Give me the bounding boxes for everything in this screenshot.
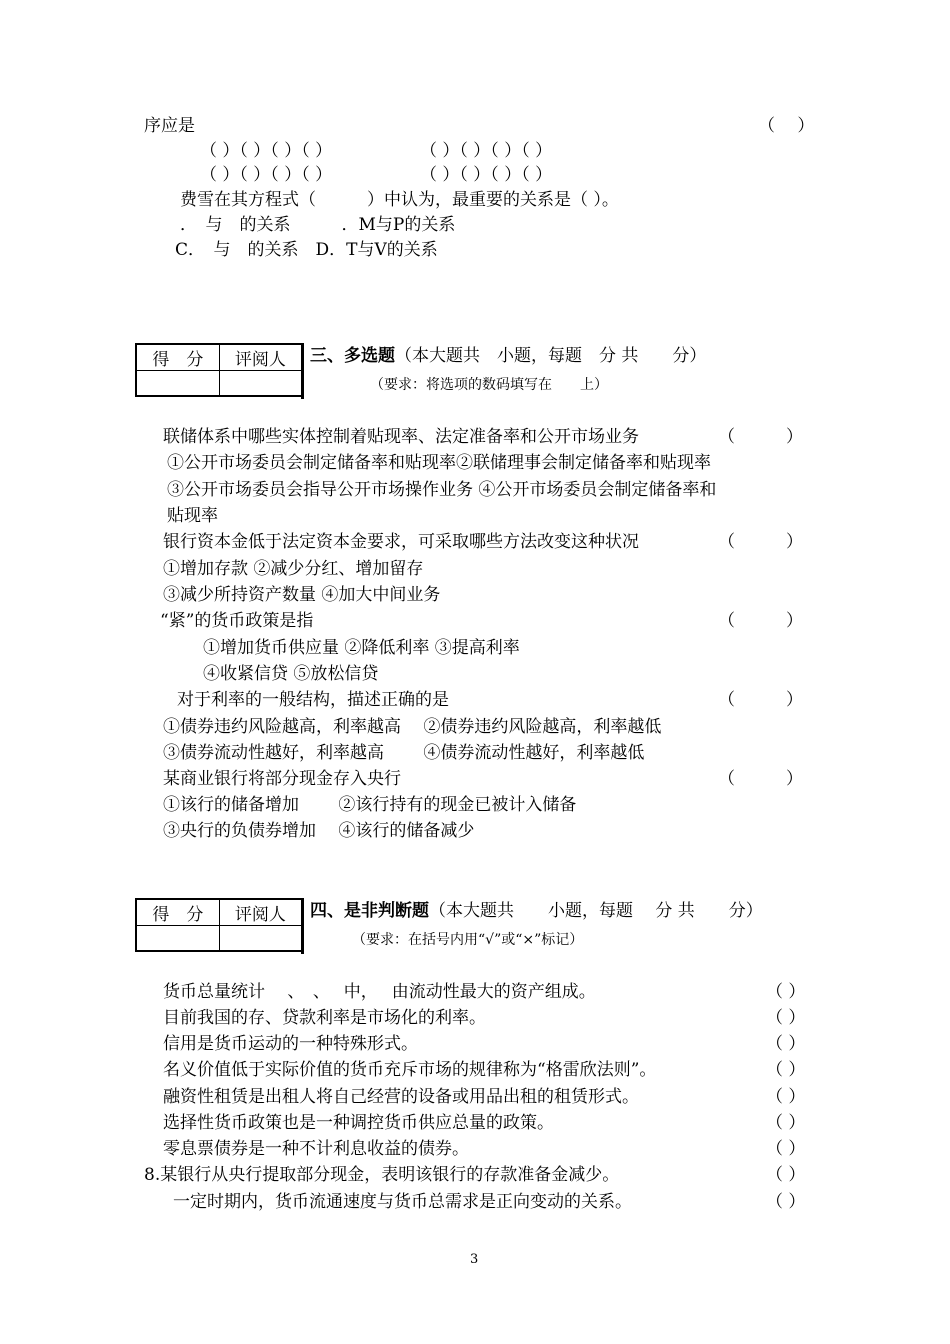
table-bar (301, 343, 304, 399)
score-header: 得 分 (136, 899, 219, 926)
section3-line: （ ） (718, 611, 803, 631)
section3-title: 三、多选题 (310, 346, 395, 366)
section4-title: 四、是非判断题 (310, 901, 429, 921)
section4-heading (310, 901, 763, 921)
answer-bracket[interactable]: （ ） (766, 1060, 806, 1080)
score-cell[interactable] (136, 371, 219, 397)
section4-line: 零息票债券是一种不计利息收益的债券。 (163, 1139, 469, 1159)
answer-bracket[interactable]: （ ） (766, 1192, 806, 1212)
section3-line: （ ） (718, 769, 803, 789)
section3-title-rest: （本大题共 小题，每题 分 共 分） (395, 346, 707, 366)
top-line: 费雪在其方程式（ ）中认为，最重要的关系是（ ）。 (180, 190, 619, 210)
section3-line: （ ） (718, 532, 803, 552)
score-cell[interactable] (136, 926, 219, 952)
section4-line: 名义价值低于实际价值的货币充斥市场的规律称为“格雷欣法则”。 (163, 1060, 657, 1080)
section3-line: 对于利率的一般结构，描述正确的是 (177, 690, 449, 710)
top-line: （ ） (758, 116, 815, 136)
section4-line: 信用是货币运动的一种特殊形式。 (163, 1034, 418, 1054)
section4-instruction: （要求：在括号内用“√”或“×”标记） (352, 932, 584, 948)
table-bar (301, 898, 304, 954)
answer-bracket[interactable]: （ ） (766, 1034, 806, 1054)
section3-instruction: （要求：将选项的数码填写在 上） (370, 377, 608, 393)
section3-line: （ ） (718, 690, 803, 710)
answer-bracket[interactable]: （ ） (766, 1008, 806, 1028)
page-number: 3 (470, 1252, 479, 1267)
section3-heading (310, 346, 706, 366)
answer-bracket[interactable]: （ ） (766, 982, 806, 1002)
section3-line: ③减少所持资产数量 ④加大中间业务 (163, 585, 441, 605)
section3-line: “紧”的货币政策是指 (160, 611, 314, 631)
section3-line: （ ） (718, 427, 803, 447)
top-line: （ ）（ ）（ ）（ ） (200, 165, 333, 185)
grader-cell[interactable] (219, 926, 302, 952)
score-table-section4 (135, 898, 303, 952)
section3-line: ④收紧信贷 ⑤放松信贷 (203, 664, 379, 684)
grader-cell[interactable] (219, 371, 302, 397)
top-line: （ ）（ ）（ ）（ ） (420, 141, 553, 161)
grader-header: 评阅人 (219, 344, 302, 371)
section4-line: 目前我国的存、贷款利率是市场化的利率。 (163, 1008, 486, 1028)
section3-line: ③央行的负债券增加 ④该行的储备减少 (163, 821, 475, 841)
section3-line: ①债券违约风险越高，利率越高 ②债券违约风险越高，利率越低 (163, 717, 662, 737)
top-line: C． 与 的关系 D．T与V的关系 (175, 240, 438, 260)
section3-line: ③债券流动性越好，利率越高 ④债券流动性越好，利率越低 (163, 743, 645, 763)
section4-line: 融资性租赁是出租人将自己经营的设备或用品出租的租赁形式。 (163, 1087, 639, 1107)
answer-bracket[interactable]: （ ） (766, 1113, 806, 1133)
section3-line: ①公开市场委员会制定储备率和贴现率②联储理事会制定储备率和贴现率 (167, 453, 711, 473)
section4-line: 选择性货币政策也是一种调控货币供应总量的政策。 (163, 1113, 554, 1133)
top-line: （ ）（ ）（ ）（ ） (200, 141, 333, 161)
section3-line: 银行资本金低于法定资本金要求，可采取哪些方法改变这种状况 (163, 532, 639, 552)
answer-bracket[interactable]: （ ） (766, 1139, 806, 1159)
top-line: （ ）（ ）（ ）（ ） (420, 165, 553, 185)
grader-header: 评阅人 (219, 899, 302, 926)
section4-title-rest: （本大题共 小题，每题 分 共 分） (429, 901, 763, 921)
section4-line: 一定时期内，货币流通速度与货币总需求是正向变动的关系。 (173, 1192, 632, 1212)
section3-line: ③公开市场委员会指导公开市场操作业务 ④公开市场委员会制定储备率和 (167, 480, 717, 500)
top-line: ． 与 的关系 ．M与P的关系 (180, 215, 456, 235)
section3-line: 贴现率 (167, 506, 218, 526)
score-header: 得 分 (136, 344, 219, 371)
section3-line: 联储体系中哪些实体控制着贴现率、法定准备率和公开市场业务 (163, 427, 639, 447)
section4-line: 货币总量统计 、 、 中， 由流动性最大的资产组成。 (163, 982, 596, 1002)
section3-line: ①增加存款 ②减少分红、增加留存 (163, 559, 424, 579)
answer-bracket[interactable]: （ ） (766, 1087, 806, 1107)
section3-line: ①该行的储备增加 ②该行持有的现金已被计入储备 (163, 795, 577, 815)
section3-line: ①增加货币供应量 ②降低利率 ③提高利率 (203, 638, 520, 658)
score-table-section3 (135, 343, 303, 397)
top-line: 序应是 (144, 116, 195, 136)
section4-line: 8.某银行从央行提取部分现金，表明该银行的存款准备金减少。 (144, 1165, 620, 1185)
answer-bracket[interactable]: （ ） (766, 1165, 806, 1185)
section3-line: 某商业银行将部分现金存入央行 (163, 769, 401, 789)
